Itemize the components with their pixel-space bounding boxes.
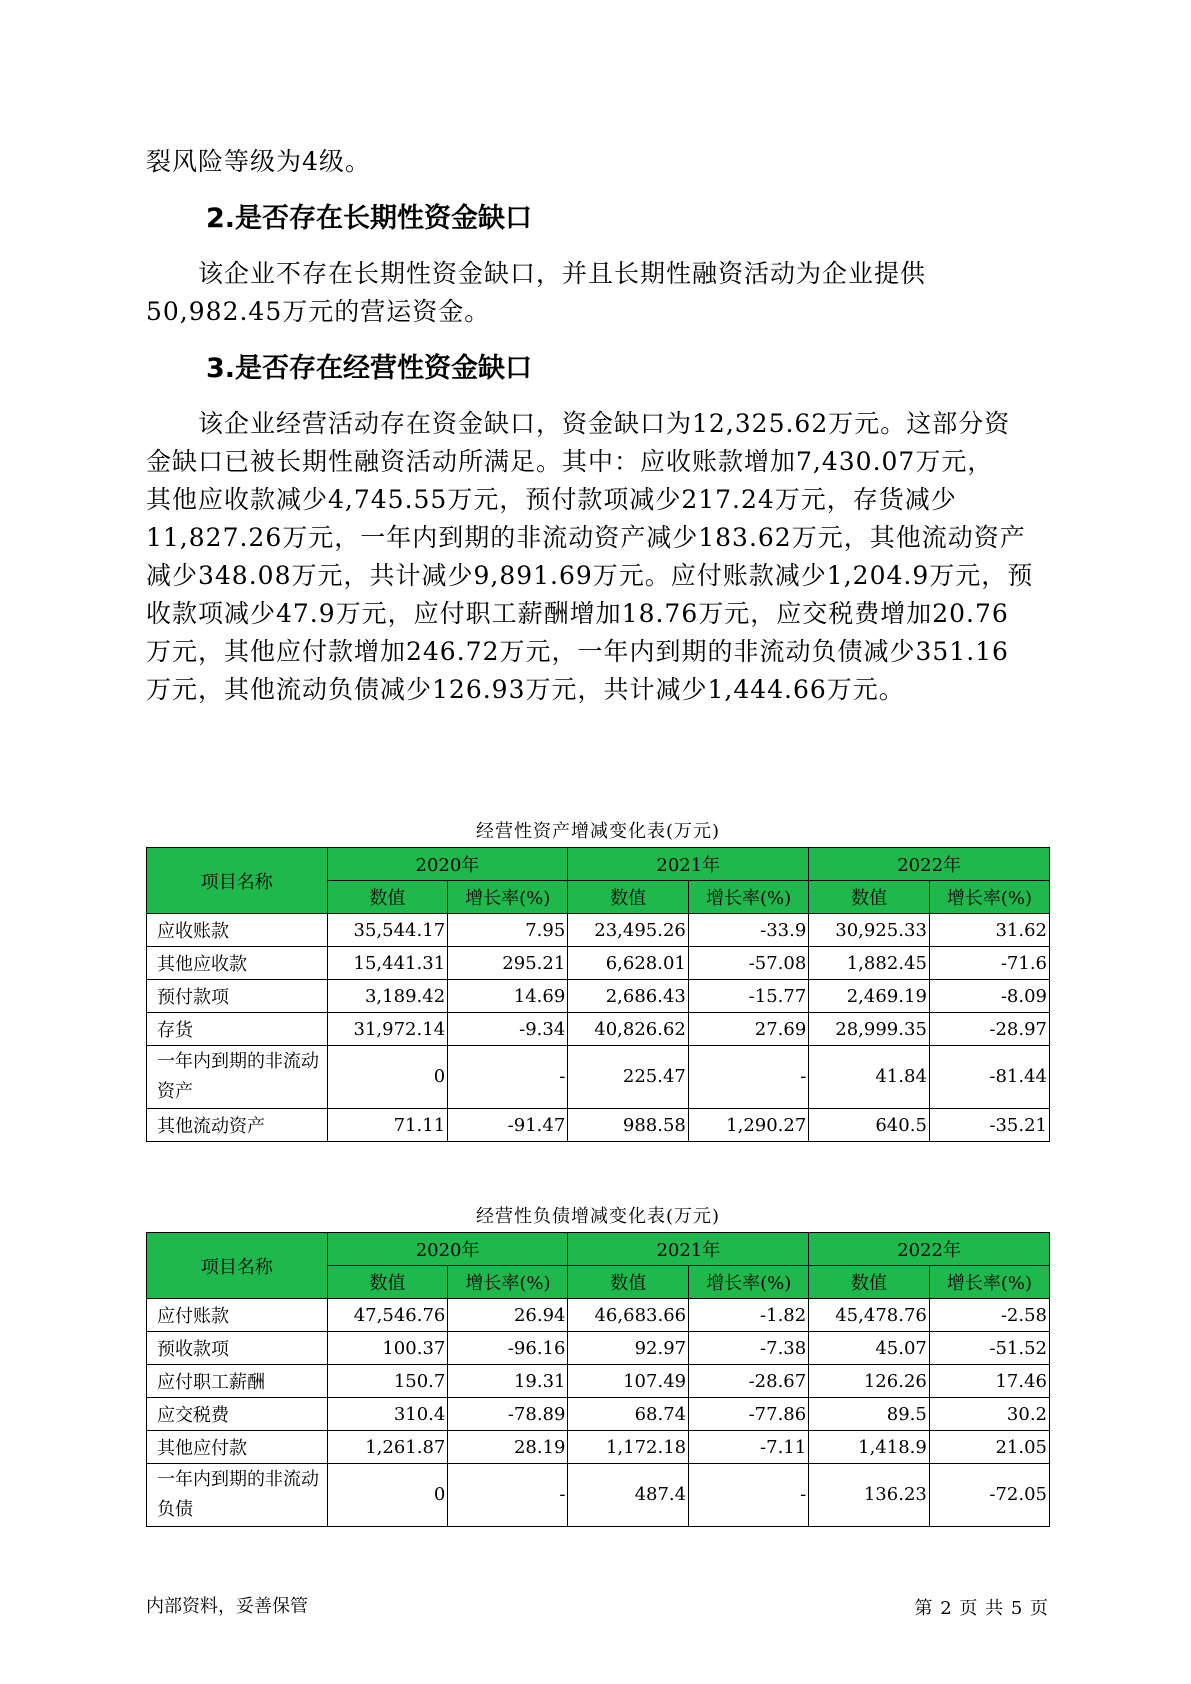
cell-growth-rate: -78.89 xyxy=(448,1398,568,1431)
paragraph-3-line: 金缺口已被长期性融资活动所满足。其中：应收账款增加7,430.07万元， xyxy=(146,447,994,476)
cell-value: 40,826.62 xyxy=(568,1013,689,1046)
cell-growth-rate: -57.08 xyxy=(688,947,808,980)
header-item-name: 项目名称 xyxy=(147,848,328,914)
cell-growth-rate: -91.47 xyxy=(448,1109,568,1142)
row-item-name: 其他流动资产 xyxy=(147,1109,328,1142)
header-value: 数值 xyxy=(327,1266,448,1299)
cell-value: 45.07 xyxy=(809,1332,930,1365)
paragraph-2-line-1: 该企业不存在长期性资金缺口，并且长期性融资活动为企业提供 xyxy=(198,259,927,288)
cell-value: 100.37 xyxy=(327,1332,448,1365)
cell-growth-rate: -81.44 xyxy=(929,1046,1049,1109)
paragraph-3-line: 该企业经营活动存在资金缺口，资金缺口为12,325.62万元。这部分资 xyxy=(198,409,1011,438)
cell-growth-rate: -28.67 xyxy=(689,1365,809,1398)
cell-value: 71.11 xyxy=(327,1109,448,1142)
cell-value: 89.5 xyxy=(809,1398,930,1431)
cell-growth-rate: -71.6 xyxy=(929,947,1049,980)
cell-growth-rate: 1,290.27 xyxy=(688,1109,808,1142)
header-year: 2022年 xyxy=(809,848,1050,881)
paragraph-3-line: 万元，其他应付款增加246.72万元，一年内到期的非流动负债减少351.16 xyxy=(146,637,1009,666)
header-value: 数值 xyxy=(568,1266,689,1299)
cell-growth-rate: 26.94 xyxy=(448,1299,568,1332)
paragraph-2-line-2: 50,982.45万元的营运资金。 xyxy=(146,297,491,326)
cell-growth-rate: - xyxy=(688,1046,808,1109)
cell-growth-rate: -7.11 xyxy=(689,1431,809,1464)
cell-value: 15,441.31 xyxy=(327,947,448,980)
cell-growth-rate: 7.95 xyxy=(448,914,568,947)
assets-table-caption: 经营性资产增减变化表(万元) xyxy=(475,821,721,842)
cell-value: 31,972.14 xyxy=(327,1013,448,1046)
row-item-name: 其他应付款 xyxy=(147,1431,328,1464)
cell-value: 1,261.87 xyxy=(327,1431,448,1464)
header-year: 2021年 xyxy=(568,848,809,881)
cell-value: 1,172.18 xyxy=(568,1431,689,1464)
cell-value: 23,495.26 xyxy=(568,914,689,947)
paragraph-continued: 裂风险等级为4级。 xyxy=(146,147,371,176)
cell-value: 68.74 xyxy=(568,1398,689,1431)
section-heading-3: 3.是否存在经营性资金缺口 xyxy=(206,353,533,384)
header-growth: 增长率(%) xyxy=(448,1266,568,1299)
header-growth: 增长率(%) xyxy=(688,881,808,914)
row-item-name: 一年内到期的非流动负债 xyxy=(147,1464,328,1527)
row-item-name: 应收账款 xyxy=(147,914,328,947)
cell-value: 41.84 xyxy=(809,1046,930,1109)
cell-value: 45,478.76 xyxy=(809,1299,930,1332)
header-growth: 增长率(%) xyxy=(448,881,568,914)
table-row xyxy=(147,1046,1050,1109)
cell-value: 126.26 xyxy=(809,1365,930,1398)
header-value: 数值 xyxy=(568,881,689,914)
paragraph-3-line: 其他应收款减少4,745.55万元，预付款项减少217.24万元，存货减少 xyxy=(146,485,957,514)
cell-growth-rate: -33.9 xyxy=(688,914,808,947)
cell-growth-rate: -8.09 xyxy=(929,980,1049,1013)
cell-growth-rate: -28.97 xyxy=(929,1013,1049,1046)
section-heading-2: 2.是否存在长期性资金缺口 xyxy=(206,203,533,234)
cell-value: 92.97 xyxy=(568,1332,689,1365)
footer-page-number: 第 2 页 共 5 页 xyxy=(914,1598,1049,1619)
table-row xyxy=(147,1013,1050,1046)
cell-growth-rate: 27.69 xyxy=(688,1013,808,1046)
cell-growth-rate: -96.16 xyxy=(448,1332,568,1365)
cell-value: 35,544.17 xyxy=(327,914,448,947)
header-value: 数值 xyxy=(809,881,930,914)
header-growth: 增长率(%) xyxy=(689,1266,809,1299)
cell-growth-rate: - xyxy=(448,1046,568,1109)
cell-value: 0 xyxy=(327,1046,448,1109)
liabilities-table-body xyxy=(147,1299,1050,1527)
row-item-name: 预付款项 xyxy=(147,980,328,1013)
assets-table xyxy=(146,847,1050,1142)
cell-value: 107.49 xyxy=(568,1365,689,1398)
paragraph-3-line: 收款项减少47.9万元，应付职工薪酬增加18.76万元，应交税费增加20.76 xyxy=(146,599,1009,628)
header-growth: 增长率(%) xyxy=(929,1266,1049,1299)
footer-confidential-note: 内部资料，妥善保管 xyxy=(146,1596,308,1617)
table-row xyxy=(147,1299,1050,1332)
cell-growth-rate: 21.05 xyxy=(929,1431,1049,1464)
table-row xyxy=(147,1332,1050,1365)
table-row xyxy=(147,914,1050,947)
liabilities-table xyxy=(146,1232,1050,1527)
cell-value: 1,418.9 xyxy=(809,1431,930,1464)
row-item-name: 应付账款 xyxy=(147,1299,328,1332)
paragraph-3-line: 万元，其他流动负债减少126.93万元，共计减少1,444.66万元。 xyxy=(146,675,905,704)
cell-value: 1,882.45 xyxy=(809,947,930,980)
cell-growth-rate: - xyxy=(689,1464,809,1527)
cell-growth-rate: 17.46 xyxy=(929,1365,1049,1398)
cell-growth-rate: 31.62 xyxy=(929,914,1049,947)
table-row xyxy=(147,980,1050,1013)
paragraph-3-line: 11,827.26万元，一年内到期的非流动资产减少183.62万元，其他流动资产 xyxy=(146,523,1026,552)
header-year: 2022年 xyxy=(809,1233,1050,1266)
cell-value: 30,925.33 xyxy=(809,914,930,947)
cell-growth-rate: -7.38 xyxy=(689,1332,809,1365)
liabilities-table-caption: 经营性负债增减变化表(万元) xyxy=(475,1206,721,1227)
cell-value: 988.58 xyxy=(568,1109,689,1142)
table-row xyxy=(147,1464,1050,1527)
cell-growth-rate: 28.19 xyxy=(448,1431,568,1464)
cell-value: 47,546.76 xyxy=(327,1299,448,1332)
cell-value: 310.4 xyxy=(327,1398,448,1431)
cell-growth-rate: - xyxy=(448,1464,568,1527)
cell-value: 46,683.66 xyxy=(568,1299,689,1332)
cell-value: 225.47 xyxy=(568,1046,689,1109)
cell-growth-rate: 19.31 xyxy=(448,1365,568,1398)
header-item-name: 项目名称 xyxy=(147,1233,328,1299)
paragraph-3-line: 减少348.08万元，共计减少9,891.69万元。应付账款减少1,204.9万元，预 xyxy=(146,561,1034,590)
cell-growth-rate: -2.58 xyxy=(929,1299,1049,1332)
cell-value: 487.4 xyxy=(568,1464,689,1527)
cell-growth-rate: 14.69 xyxy=(448,980,568,1013)
row-item-name: 存货 xyxy=(147,1013,328,1046)
cell-value: 150.7 xyxy=(327,1365,448,1398)
row-item-name: 应交税费 xyxy=(147,1398,328,1431)
cell-growth-rate: 295.21 xyxy=(448,947,568,980)
cell-growth-rate: -72.05 xyxy=(929,1464,1049,1527)
cell-value: 6,628.01 xyxy=(568,947,689,980)
row-item-name: 一年内到期的非流动资产 xyxy=(147,1046,328,1109)
table-row xyxy=(147,1398,1050,1431)
header-value: 数值 xyxy=(327,881,448,914)
row-item-name: 其他应收款 xyxy=(147,947,328,980)
cell-growth-rate: -1.82 xyxy=(689,1299,809,1332)
cell-value: 28,999.35 xyxy=(809,1013,930,1046)
row-item-name: 预收款项 xyxy=(147,1332,328,1365)
cell-growth-rate: -15.77 xyxy=(688,980,808,1013)
cell-value: 3,189.42 xyxy=(327,980,448,1013)
header-year: 2020年 xyxy=(327,848,568,881)
assets-table-body xyxy=(147,914,1050,1142)
header-year: 2021年 xyxy=(568,1233,809,1266)
cell-value: 0 xyxy=(327,1464,448,1527)
cell-growth-rate: 30.2 xyxy=(929,1398,1049,1431)
table-row xyxy=(147,1365,1050,1398)
cell-growth-rate: -9.34 xyxy=(448,1013,568,1046)
cell-value: 640.5 xyxy=(809,1109,930,1142)
row-item-name: 应付职工薪酬 xyxy=(147,1365,328,1398)
cell-growth-rate: -51.52 xyxy=(929,1332,1049,1365)
header-value: 数值 xyxy=(809,1266,930,1299)
header-growth: 增长率(%) xyxy=(929,881,1049,914)
cell-growth-rate: -77.86 xyxy=(689,1398,809,1431)
cell-growth-rate: -35.21 xyxy=(929,1109,1049,1142)
table-row xyxy=(147,947,1050,980)
header-year: 2020年 xyxy=(327,1233,568,1266)
cell-value: 2,469.19 xyxy=(809,980,930,1013)
cell-value: 136.23 xyxy=(809,1464,930,1527)
table-row xyxy=(147,1431,1050,1464)
cell-value: 2,686.43 xyxy=(568,980,689,1013)
table-row xyxy=(147,1109,1050,1142)
